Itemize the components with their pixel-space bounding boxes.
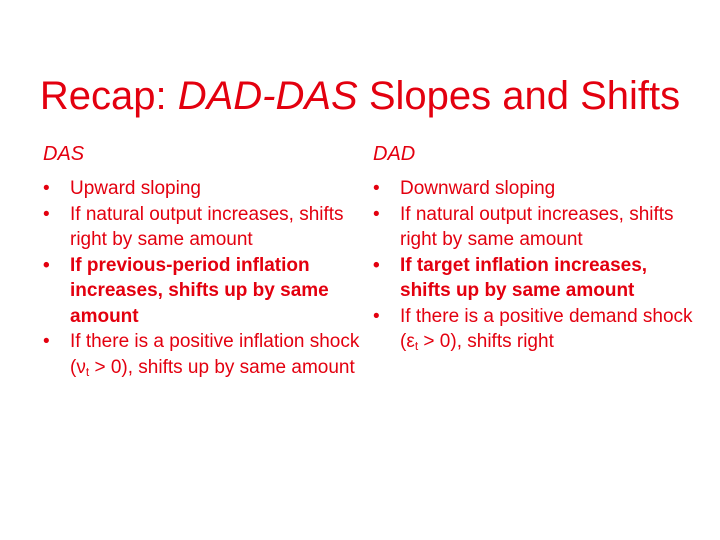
das-bullet-subscript: t	[85, 364, 90, 379]
das-bullet-text: If natural output increases, shifts right by same amount	[70, 203, 344, 250]
dad-bullet-text: If natural output increases, shifts right by same amount	[400, 203, 674, 250]
dad-heading: DAD	[373, 143, 416, 165]
das-bullet-previous-inflation	[43, 253, 363, 330]
bullet-icon: •	[43, 203, 50, 225]
das-bullet-text-post: > 0), shifts up by same amount	[89, 356, 355, 378]
bullet-icon: •	[373, 305, 380, 327]
das-bullet-slope	[43, 176, 363, 202]
dad-bullet-slope	[373, 176, 693, 202]
bullet-icon: •	[43, 254, 50, 276]
dad-bullet-text: If target inflation increases, shifts up by same amount	[400, 254, 648, 301]
slide-title-prefix: Recap:	[39, 73, 178, 118]
bullet-icon: •	[373, 178, 380, 199]
bullet-icon: •	[43, 331, 50, 352]
dad-bullet-text: Downward sloping	[400, 178, 556, 199]
dad-bullet-text-post: > 0), shifts right	[418, 331, 554, 352]
das-bullet-text: If previous-period inflation increases, shifts up by same amount	[70, 254, 329, 327]
dad-column	[373, 140, 693, 355]
dad-bullet-target-inflation	[373, 253, 693, 304]
das-column	[43, 140, 363, 380]
bullet-icon: •	[373, 254, 380, 276]
slide-title	[0, 71, 720, 121]
das-bullet-text-pre: If there is a positive inflation shock (ν	[70, 331, 360, 378]
dad-bullet-demand-shock	[373, 304, 693, 355]
das-bullet-list	[43, 176, 363, 380]
dad-bullet-natural-output	[373, 202, 693, 253]
bullet-icon: •	[43, 178, 50, 199]
das-bullet-inflation-shock	[43, 329, 363, 380]
das-bullet-natural-output	[43, 202, 363, 253]
dad-bullet-text-pre: If there is a positive demand shock (ε	[400, 305, 693, 352]
dad-bullet-list	[373, 176, 693, 355]
das-bullet-text: Upward sloping	[70, 178, 201, 199]
das-heading: DAS	[43, 143, 85, 165]
slide-title-suffix: Slopes and Shifts	[357, 73, 681, 118]
slide-title-model: DAD-DAS	[177, 73, 358, 118]
dad-bullet-subscript: t	[414, 339, 419, 353]
bullet-icon: •	[373, 203, 380, 225]
